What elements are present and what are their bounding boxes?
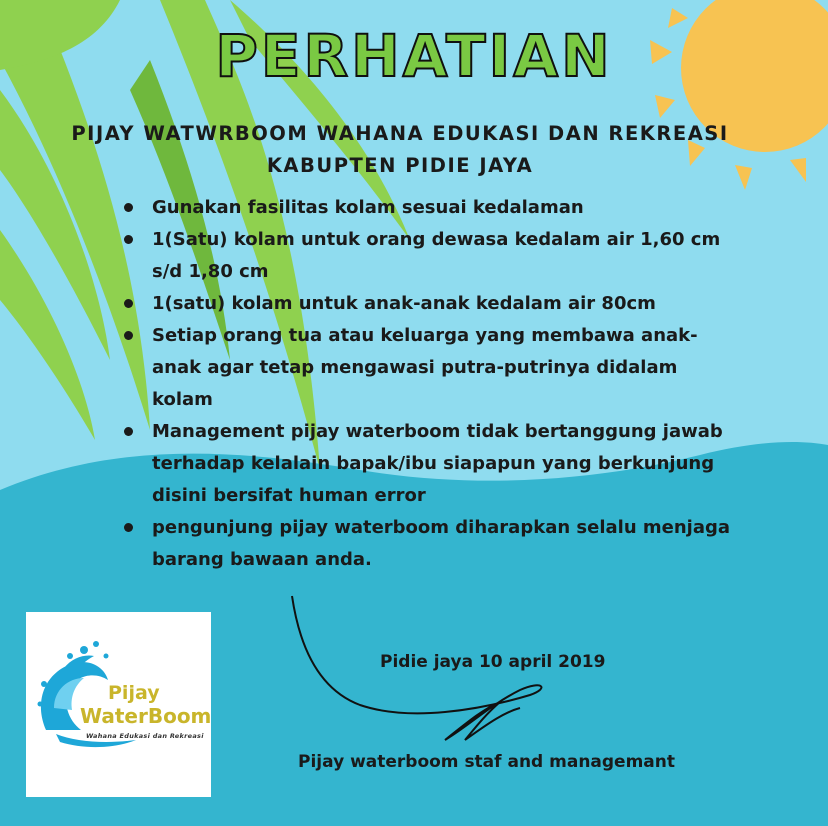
subtitle-line-2: KABUPTEN PIDIE JAYA [266,154,534,177]
signature-label: Pijay waterboom staf and managemant [298,752,676,772]
subtitle-line-1: PIJAY WATWRBOOM WAHANA EDUKASI DAN REKREASI [71,122,729,145]
subtitle [30,118,770,182]
rule-item: 1(satu) kolam untuk anak-anak kedalam air 80cm [122,288,742,320]
rule-item: Gunakan fasilitas kolam sesuai kedalaman [122,192,742,224]
logo-tagline: Wahana Edukasi dan Rekreasi [86,732,204,740]
rules-list [122,192,742,576]
logo-card [26,612,211,797]
signature-scribble [280,590,580,760]
rule-item: Management pijay waterboom tidak bertanggung jawab terhadap kelalain bapak/ibu siapapun yang berkunjung disini bersifat human error [122,416,742,512]
page-title: PERHATIAN [215,22,613,90]
rule-item: Setiap orang tua atau keluarga yang membawa anak-anak agar tetap mengawasi putra-putrinya didalam kolam [122,320,742,416]
rule-item: 1(Satu) kolam untuk orang dewasa kedalam air 1,60 cm s/d 1,80 cm [122,224,742,288]
rule-item: pengunjung pijay waterboom diharapkan selalu menjaga barang bawaan anda. [122,512,742,576]
date-text: Pidie jaya 10 april 2019 [380,652,606,672]
logo-name-line-2: WaterBoom [80,704,212,728]
logo-name-line-1: Pijay [108,682,160,704]
